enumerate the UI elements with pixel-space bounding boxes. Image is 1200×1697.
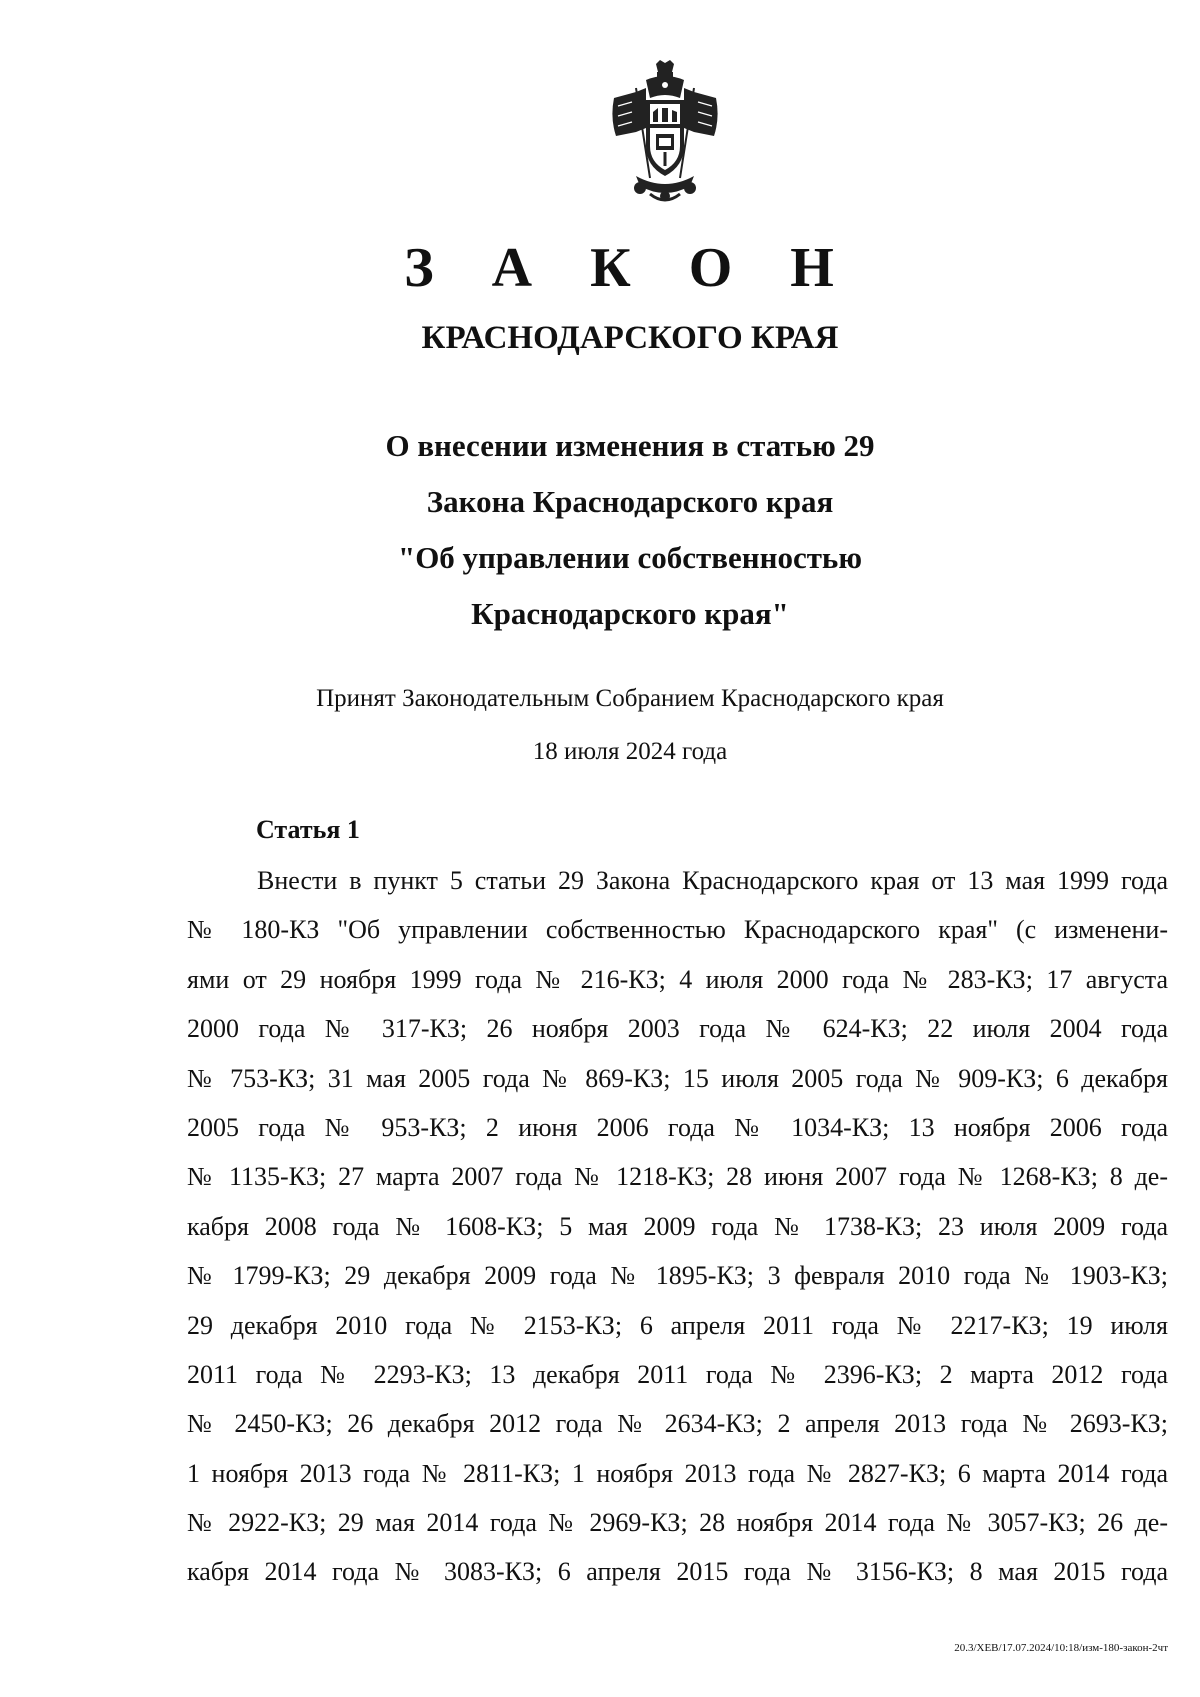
adoption-date: 18 июля 2024 года (532, 738, 728, 765)
law-name-line: "Об управлении собственностью (397, 540, 863, 575)
article-text-line: кабря 2008 года № 1608-КЗ; 5 мая 2009 года № 1738-КЗ; 23 июля 2009 года (187, 1211, 1168, 1241)
document-title: З А К О Н (404, 237, 856, 299)
document-subtitle: КРАСНОДАРСКОГО КРАЯ (421, 320, 839, 356)
law-name-line: О внесении изменения в статью 29 (385, 428, 875, 463)
article-text-line: № 1799-КЗ; 29 декабря 2009 года № 1895-КЗ; 3 февраля 2010 года № 1903-КЗ; (187, 1261, 1168, 1291)
article-text-line: 2000 года № 317-КЗ; 26 ноября 2003 года № 624-КЗ; 22 июля 2004 года (187, 1014, 1168, 1044)
adoption-body: Принят Законодательным Собранием Краснодарского края (316, 685, 944, 712)
article-text-line: ями от 29 ноября 1999 года № 216-КЗ; 4 июля 2000 года № 283-КЗ; 17 августа (187, 964, 1168, 994)
law-name-line: Закона Краснодарского края (426, 484, 834, 519)
law-name-line: Краснодарского края" (471, 596, 789, 631)
article-text-line: № 2450-КЗ; 26 декабря 2012 года № 2634-КЗ; 2 апреля 2013 года № 2693-КЗ; (187, 1409, 1168, 1439)
document-registration-code: 20.3/ХЕВ/17.07.2024/10:18/изм-180-закон-2чт (954, 1642, 1168, 1654)
article-text-line: № 1135-КЗ; 27 марта 2007 года № 1218-КЗ; 28 июня 2007 года № 1268-КЗ; 8 де- (187, 1162, 1168, 1192)
article-text-line: 2011 года № 2293-КЗ; 13 декабря 2011 года № 2396-КЗ; 2 марта 2012 года (187, 1359, 1168, 1389)
adoption-note (0, 672, 1200, 778)
article-text-line: кабря 2014 года № 3083-КЗ; 6 апреля 2015 года № 3156-КЗ; 8 мая 2015 года (187, 1557, 1168, 1587)
coat-of-arms-emblem (606, 58, 724, 208)
article-text-line: № 180-КЗ "Об управлении собственностью Краснодарского края" (с изменени- (187, 915, 1168, 945)
article-text-line: 29 декабря 2010 года № 2153-КЗ; 6 апреля 2011 года № 2217-КЗ; 19 июля (187, 1310, 1168, 1340)
article-text-line: № 753-КЗ; 31 мая 2005 года № 869-КЗ; 15 июля 2005 года № 909-КЗ; 6 декабря (187, 1063, 1168, 1093)
article-text-line: 2005 года № 953-КЗ; 2 июня 2006 года № 1034-КЗ; 13 ноября 2006 года (187, 1112, 1168, 1142)
article-body (187, 856, 1168, 1597)
article-text-line: Внести в пункт 5 статьи 29 Закона Краснодарского края от 13 мая 1999 года (257, 866, 1168, 895)
article-text-line: № 2922-КЗ; 29 мая 2014 года № 2969-КЗ; 28 ноября 2014 года № 3057-КЗ; 26 де- (187, 1508, 1168, 1538)
article-text-line: 1 ноября 2013 года № 2811-КЗ; 1 ноября 2013 года № 2827-КЗ; 6 марта 2014 года (187, 1458, 1168, 1488)
law-name (0, 418, 1200, 642)
article-heading: Статья 1 (256, 815, 360, 844)
